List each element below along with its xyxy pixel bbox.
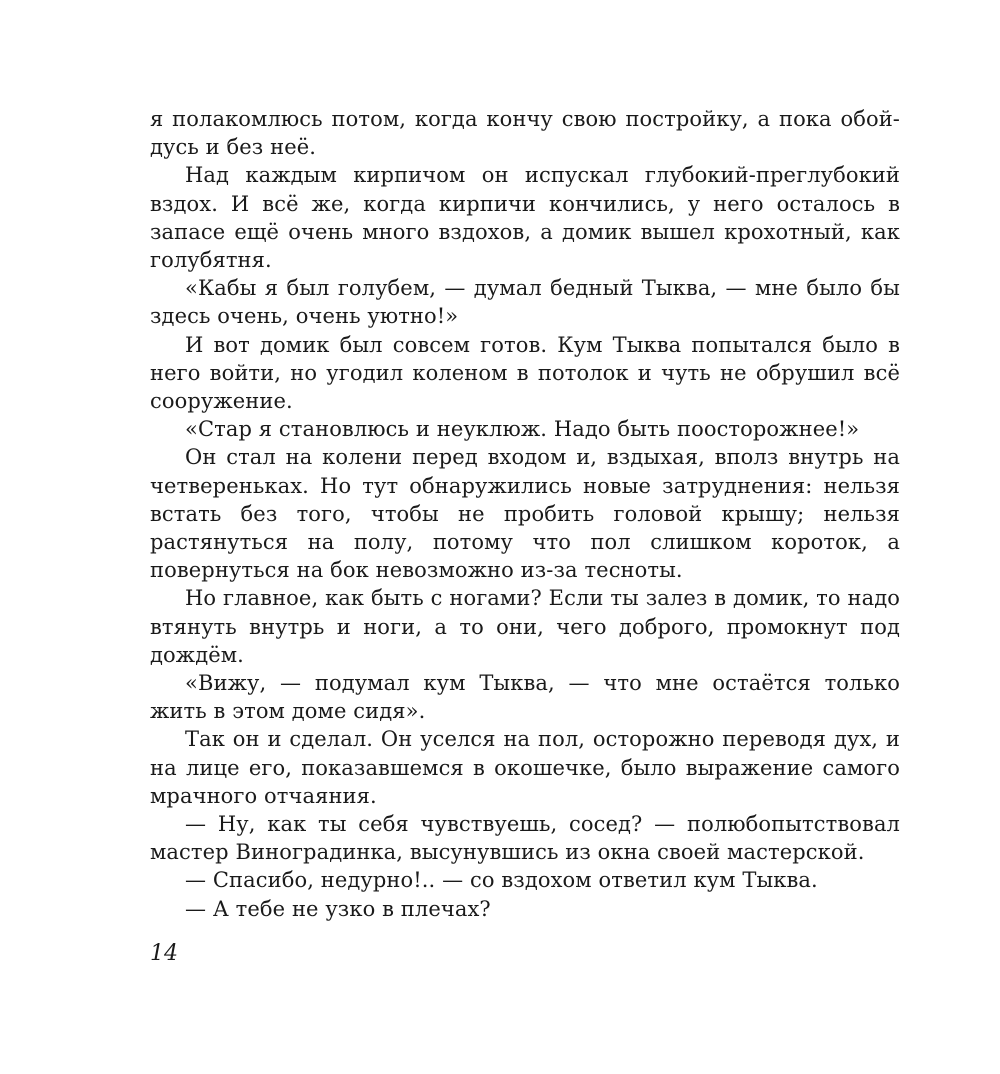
paragraph: Он стал на колени перед входом и, вздыхая, вполз внутрь на четвереньках. Но тут обнаружились новые затруднения: нельзя встать без того, чтобы не пробить головой крышу; нельзя растянуться на полу, потому что пол слишком короток, а повернуться на бок невозможно из-за тесноты. [150,445,900,583]
dialogue-line: — Ну, как ты себя чувствуешь, сосед? — полюбопытствовал мастер Виноградинка, высунувшись из окна своей мастерской. [150,812,900,865]
body-text [150,105,900,923]
page-number: 14 [150,941,178,966]
paragraph: Над каждым кирпичом он испускал глубокий-преглубокий вздох. И всё же, когда кирпичи кончились, у него осталось в запасе ещё очень много вздохов, а домик вышел крохотный, как голубятня. [150,163,900,273]
dialogue-line: — А тебе не узко в плечах? [185,896,491,921]
paragraph-thought: «Стар я становлюсь и неуклюж. Надо быть поосторожнее!» [185,417,860,442]
paragraph-continuation: я полакомлюсь потом, когда кончу свою постройку, а пока обой-дусь и без неё. [150,107,900,160]
paragraph-thought: «Кабы я был голубем, — думал бедный Тыква, — мне было бы здесь очень, очень уютно!» [150,276,900,329]
paragraph: И вот домик был совсем готов. Кум Тыква попытался было в него войти, но угодил коленом в потолок и чуть не обрушил всё сооружение. [150,332,900,414]
dialogue-line: — Спасибо, недурно!.. — со вздохом ответил кум Тыква. [185,868,818,893]
paragraph-thought: «Вижу, — подумал кум Тыква, — что мне остаётся только жить в этом доме сидя». [150,671,900,724]
paragraph: Но главное, как быть с ногами? Если ты залез в домик, то надо втянуть внутрь и ноги, а то они, чего доброго, промокнут под дождём. [150,586,900,667]
paragraph: Так он и сделал. Он уселся на пол, осторожно переводя дух, и на лице его, показавшемся в окошечке, было выражение самого мрачного отчаяния. [150,727,900,808]
